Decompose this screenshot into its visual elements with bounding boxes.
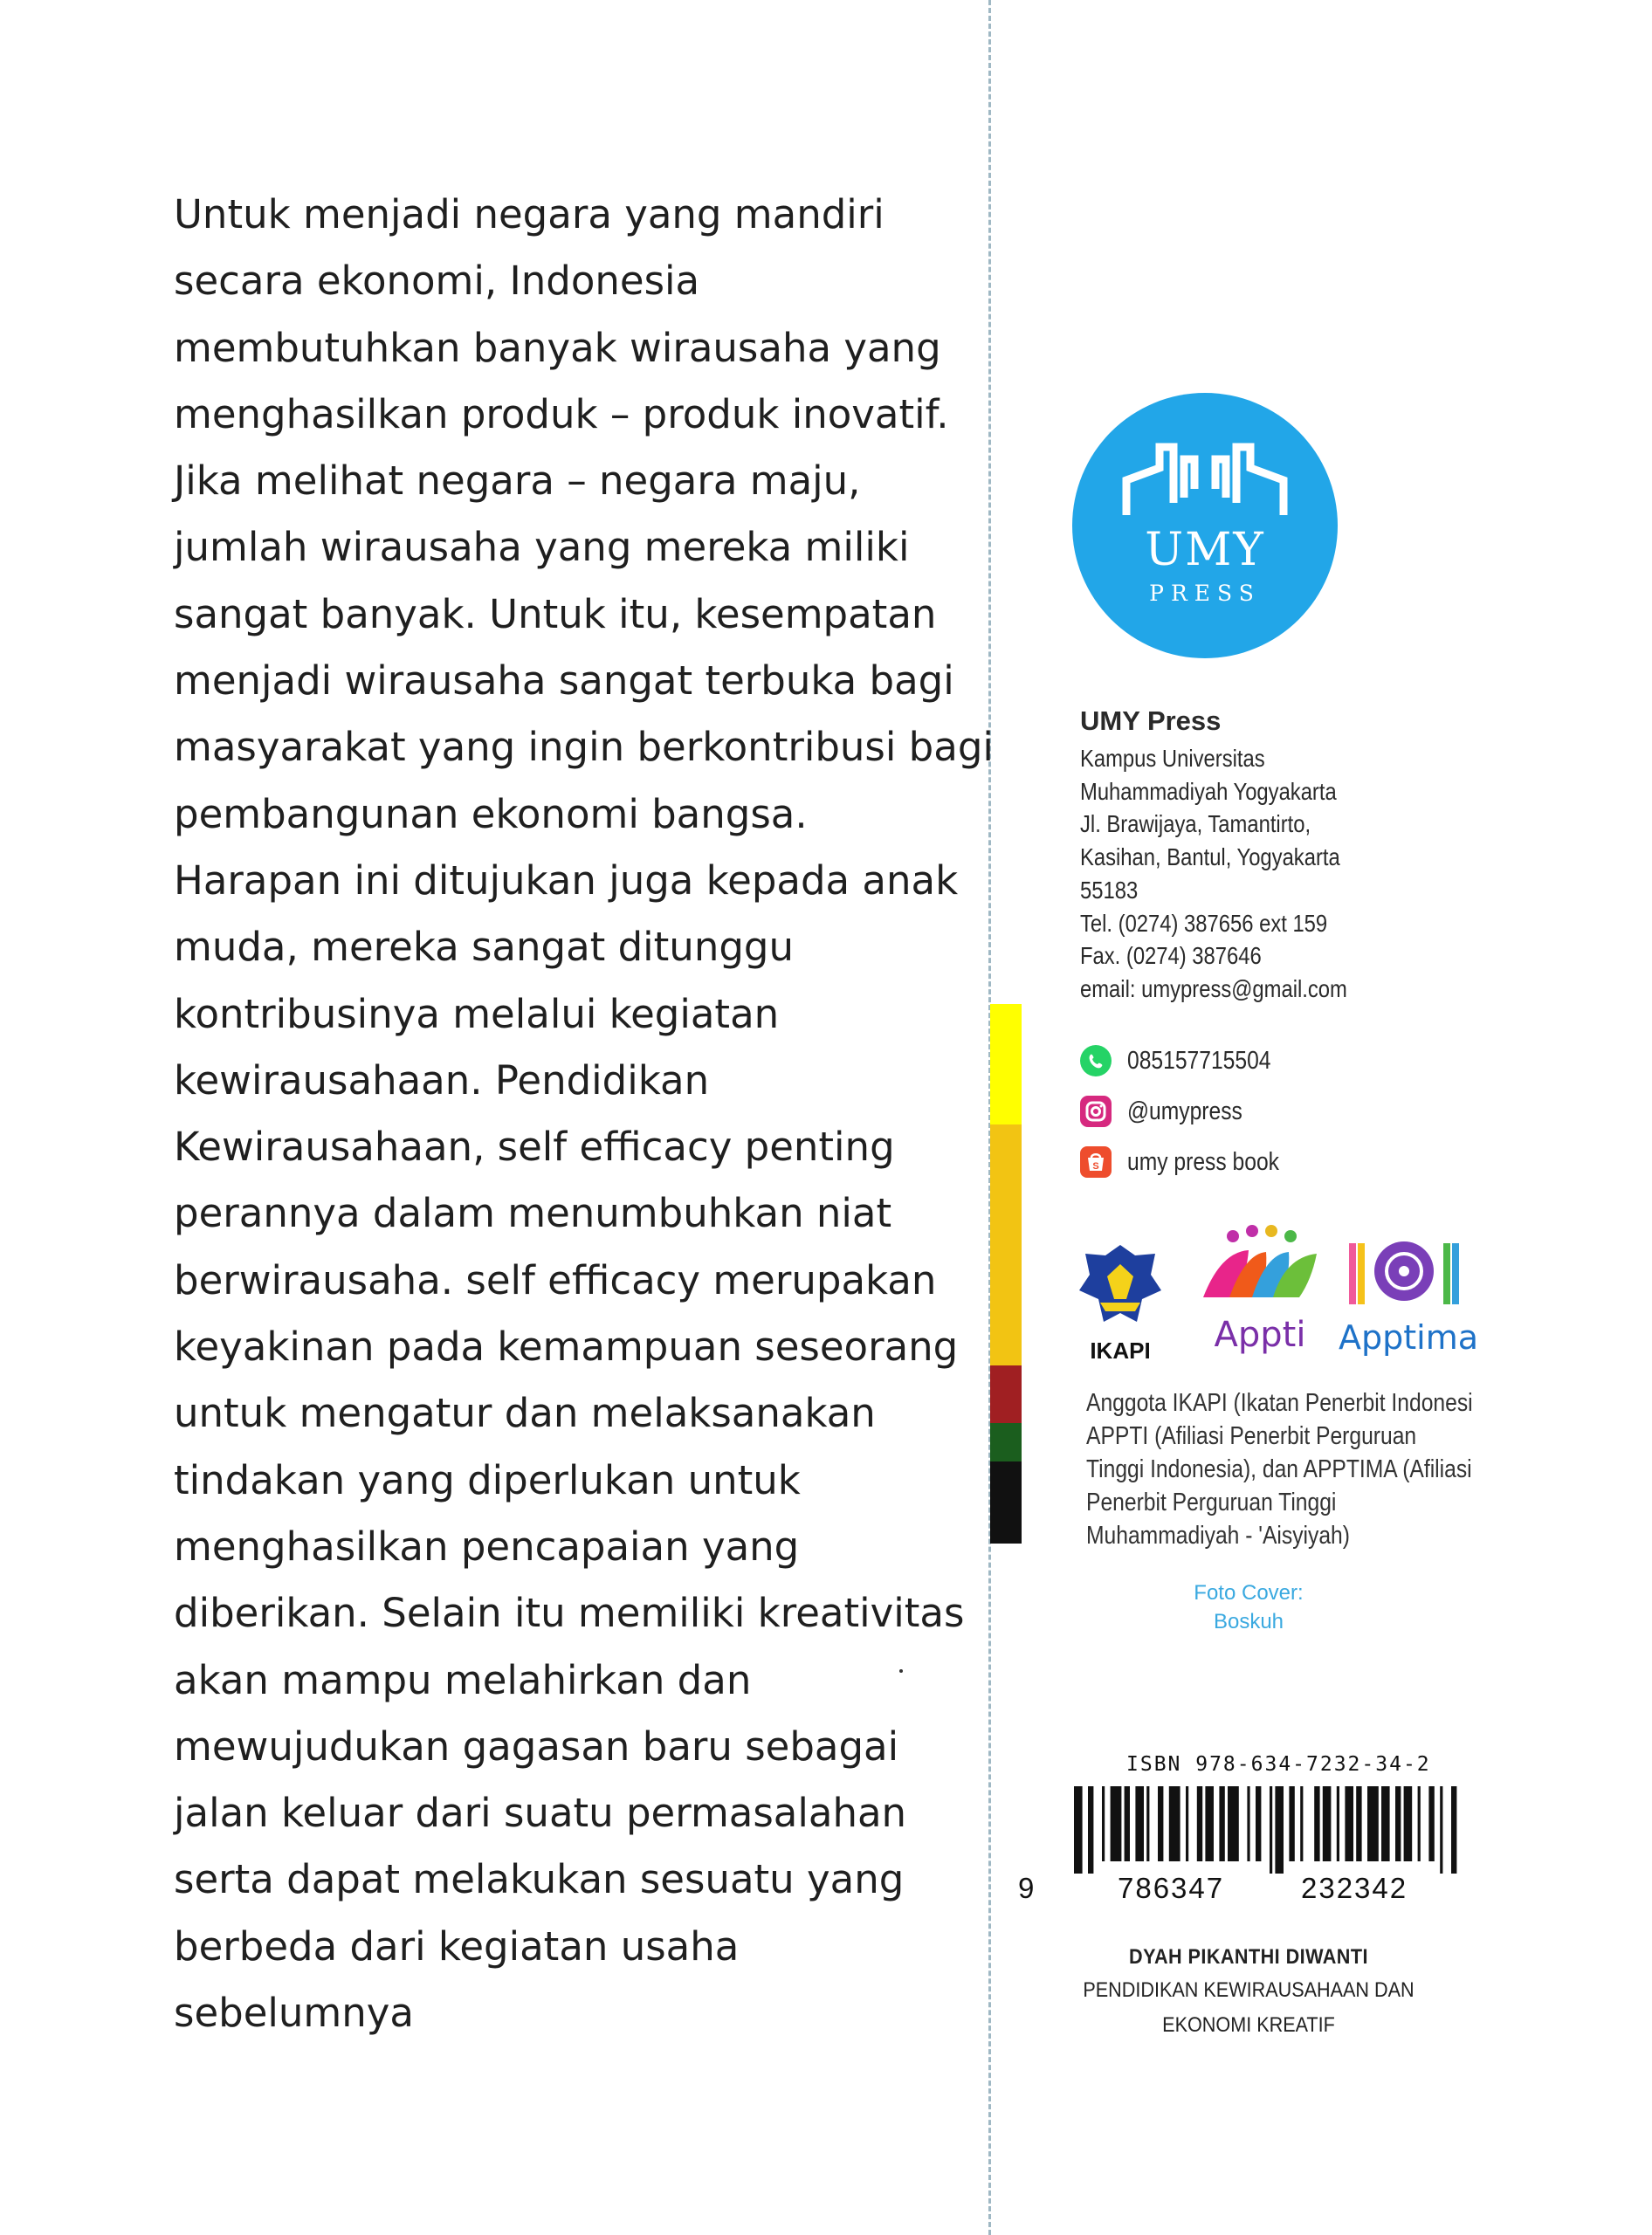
blurb-line: sangat banyak. Untuk itu, kesempatan	[174, 590, 937, 637]
barcode-bar	[1440, 1786, 1442, 1874]
blurb-line: serta dapat melakukan sesuatu yang	[174, 1856, 905, 1903]
appti-label: Appti	[1214, 1315, 1306, 1355]
barcode-bar	[1418, 1786, 1421, 1861]
publisher-name: UMY Press	[1080, 705, 1222, 736]
barcode-bar	[1125, 1786, 1130, 1861]
appti-logo	[1194, 1231, 1325, 1362]
color-bar	[990, 1004, 1022, 1544]
blurb-line: mewujudukan gagasan baru sebagai	[174, 1723, 899, 1770]
membership-line: Penerbit Perguruan Tinggi	[1086, 1489, 1337, 1516]
membership-line: Anggota IKAPI (Ikatan Penerbit Indonesi	[1086, 1389, 1473, 1417]
color-bar-gold	[990, 1124, 1022, 1365]
color-bar-yellow	[990, 1004, 1022, 1124]
address-line: 55183	[1080, 876, 1139, 904]
book-credits	[1048, 1945, 1449, 2039]
color-bar-red	[990, 1365, 1022, 1423]
whatsapp-icon	[1080, 1045, 1112, 1076]
barcode-left-digits: 786347	[1118, 1872, 1225, 1904]
barcode-bar	[1158, 1786, 1163, 1861]
back-cover-blurb	[174, 182, 994, 2046]
book-title-line: PENDIDIKAN KEWIRAUSAHAAN DAN	[1083, 1978, 1415, 2002]
address-line: Jl. Brawijaya, Tamantirto,	[1080, 810, 1311, 838]
blurb-line: pembangunan ekonomi bangsa.	[174, 790, 808, 837]
author-name: DYAH PIKANTHI DIWANTI	[1129, 1945, 1368, 1969]
ikapi-logo	[1072, 1231, 1168, 1362]
member-logos	[1072, 1231, 1491, 1362]
fax-line: Fax. (0274) 387646	[1080, 942, 1262, 970]
book-title-line: EKONOMI KREATIF	[1162, 2013, 1335, 2037]
blurb-line: membutuhkan banyak wirausaha yang	[174, 324, 941, 371]
barcode-bar	[1169, 1786, 1180, 1861]
blurb-line: berwirausaha. self efficacy merupakan	[174, 1256, 937, 1303]
apptima-logo	[1339, 1231, 1478, 1362]
blurb-line: tindakan yang diperlukan untuk	[174, 1456, 801, 1503]
blurb-line: berbeda dari kegiatan usaha	[174, 1922, 740, 1970]
barcode-bar	[1345, 1786, 1353, 1861]
blurb-line: jumlah wirausaha yang mereka miliki	[174, 524, 910, 571]
ikapi-emblem-icon	[1072, 1238, 1168, 1334]
blurb-line: diberikan. Selain itu memiliki kreativitas	[174, 1590, 965, 1637]
photo-credit-label: Foto Cover:	[1194, 1581, 1304, 1605]
blurb-line: keyakinan pada kemampuan seseorang	[174, 1324, 959, 1371]
photo-credit	[1161, 1578, 1336, 1636]
publisher-info	[1080, 705, 1447, 1006]
blurb-line: Kewirausahaan, self efficacy penting	[174, 1124, 895, 1171]
whatsapp-number: 085157715504	[1127, 1046, 1271, 1075]
barcode-bar	[1367, 1786, 1379, 1861]
blurb-line: sebelumnya	[174, 1990, 414, 2037]
instagram-handle: @umypress	[1127, 1097, 1242, 1125]
svg-text:S: S	[1092, 1161, 1099, 1172]
blurb-line: Untuk menjadi negara yang mandiri	[174, 191, 885, 237]
barcode-bar	[1074, 1786, 1083, 1874]
appti-emblem-icon	[1194, 1219, 1325, 1315]
barcode-bar	[1197, 1786, 1202, 1861]
umy-press-logo	[1072, 393, 1338, 658]
barcode-bar	[1289, 1786, 1294, 1861]
social-contacts	[1080, 1035, 1306, 1187]
shopee-icon	[1080, 1146, 1112, 1178]
membership-line: APPTI (Afiliasi Penerbit Perguruan	[1086, 1422, 1417, 1450]
barcode-bar	[1228, 1786, 1239, 1861]
barcode-bar	[1337, 1786, 1339, 1861]
barcode-bar	[1395, 1786, 1401, 1861]
blurb-line: masyarakat yang ingin berkontribusi bagi	[174, 724, 994, 771]
barcode-bar	[1186, 1786, 1188, 1861]
barcode-bar	[1314, 1786, 1319, 1861]
blurb-line: jalan keluar dari suatu permasalahan	[174, 1790, 907, 1837]
isbn-barcode	[1070, 1786, 1463, 1874]
barcode-bar	[1135, 1786, 1144, 1861]
barcode-bar	[1270, 1786, 1272, 1874]
barcode-first-digit: 9	[1018, 1872, 1036, 1904]
logo-title: UMY	[1145, 524, 1265, 576]
barcode-bar	[1247, 1786, 1249, 1861]
blurb-line: secara ekonomi, Indonesia	[174, 258, 700, 305]
barcode-bar	[1102, 1786, 1105, 1861]
blurb-line: menghasilkan pencapaian yang	[174, 1523, 800, 1570]
barcode-bar	[1428, 1786, 1434, 1861]
shopee-store: umy press book	[1127, 1147, 1279, 1176]
barcode-bar	[1275, 1786, 1284, 1874]
phone-line: Tel. (0274) 387656 ext 159	[1080, 909, 1328, 937]
barcode-bar	[1323, 1786, 1332, 1861]
barcode-bar	[1256, 1786, 1261, 1861]
address-line: Kasihan, Bantul, Yogyakarta	[1080, 843, 1340, 871]
blurb-line: kontribusinya melalui kegiatan	[174, 990, 780, 1037]
address-line: Muhammadiyah Yogyakarta	[1080, 777, 1337, 805]
apptima-label: Apptima	[1339, 1318, 1478, 1357]
barcode-bar	[1146, 1786, 1149, 1861]
barcode-bar	[1088, 1786, 1093, 1874]
barcode-bar	[1451, 1786, 1456, 1874]
apptima-emblem-icon	[1339, 1228, 1470, 1324]
membership-line: Muhammadiyah - 'Aisyiyah)	[1086, 1522, 1350, 1550]
barcode-bar	[1356, 1786, 1361, 1861]
membership-statement	[1086, 1386, 1514, 1552]
barcode-bar	[1205, 1786, 1214, 1861]
shopee-contact	[1080, 1137, 1306, 1187]
address-line: Kampus Universitas	[1080, 745, 1265, 772]
blurb-line: perannya dalam menumbuhkan niat	[174, 1190, 892, 1237]
email-line: email: umypress@gmail.com	[1080, 974, 1347, 1002]
isbn-label: ISBN 978-634-7232-34-2	[1126, 1753, 1431, 1776]
barcode-bar	[1111, 1786, 1122, 1861]
blurb-line: untuk mengatur dan melaksanakan	[174, 1390, 876, 1437]
barcode-bar	[1404, 1786, 1413, 1861]
blurb-line: menjadi wirausaha sangat terbuka bagi	[174, 657, 954, 705]
membership-line: Tinggi Indonesia), dan APPTIMA (Afiliasi	[1086, 1455, 1472, 1483]
barcode-bar	[1381, 1786, 1390, 1861]
instagram-contact	[1080, 1086, 1306, 1137]
blurb-line: akan mampu melahirkan dan	[174, 1656, 752, 1703]
ikapi-label: IKAPI	[1090, 1338, 1151, 1364]
blurb-line: kewirausahaan. Pendidikan	[174, 1056, 710, 1104]
color-bar-green	[990, 1423, 1022, 1461]
barcode-right-digits: 232342	[1301, 1872, 1408, 1904]
barcode-bar	[1219, 1786, 1224, 1861]
photo-credit-name: Boskuh	[1213, 1610, 1284, 1633]
blurb-line: menghasilkan produk – produk inovatif.	[174, 390, 949, 437]
barcode-bar	[1300, 1786, 1303, 1861]
blurb-line: Jika melihat negara – negara maju,	[174, 457, 861, 505]
instagram-icon	[1080, 1096, 1112, 1127]
blurb-line: muda, mereka sangat ditunggu	[174, 924, 795, 971]
whatsapp-contact	[1080, 1035, 1306, 1086]
stray-dot	[899, 1669, 903, 1673]
color-bar-black	[990, 1461, 1022, 1544]
blurb-line: Harapan ini ditujukan juga kepada anak	[174, 856, 959, 904]
logo-subtitle: PRESS	[1149, 581, 1261, 606]
